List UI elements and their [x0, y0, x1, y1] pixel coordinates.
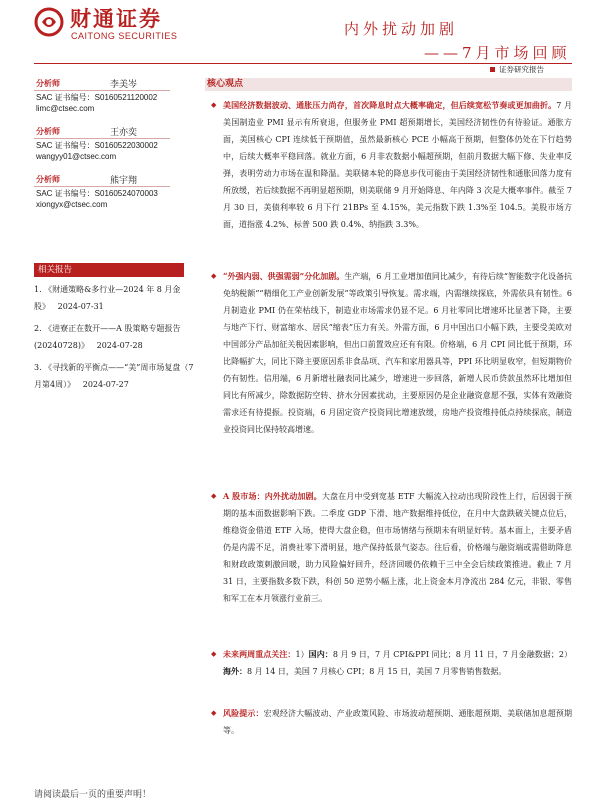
paragraph-lead: A 股市场：内外扰动加剧。 [223, 491, 322, 501]
related-report-title: 3. 《寻找新的平衡点——“美”周市场复盘（7月第4周）》 [34, 363, 194, 389]
core-paragraph-risk [223, 705, 572, 739]
analyst-email[interactable]: xiongyx@ctsec.com [36, 200, 108, 209]
paragraph-body: 宏观经济大幅波动、产业政策风险、市场波动超预期、通胀超预期、美联储加息超预期等。 [223, 709, 573, 735]
analyst-divider [34, 138, 170, 139]
analyst-cert: SAC 证书编号：S0160524070003 [36, 189, 158, 198]
analyst-label: 分析师 [36, 126, 60, 136]
square-bullet-icon [490, 67, 495, 72]
paragraph-lead: 风险提示： [223, 708, 264, 718]
paragraph-body: 7 月美国制造业 PMI 显示有所衰退，但服务业 PMI 超预期增长，美国经济韧性仍有待验证。通胀方面，美国核心 CPI 连续低于预期值，虽然最新核心 PCE 小幅高于预期，但整体仍处在下行趋势中，后续大概率平稳回落。就业方面，6 月非农数据小幅超预期，但前月数据大幅下修、失业率反弹，表明劳动力市场在温和降温。美联储本轮的降息步伐可能由于美国经济韧性和通胀回落力度有所放缓，若后续数据不再明显超预期，则美联储 9 月开始降息、年内降 3 次是大概率事件。截至 7 月 30 日，美债利率较 6 月下行 21BPs 至 4.15%，美元指数下跌 1.3%至 104.5。美股市场方面，道指涨 4.2%、标普 500 跌 0.4%、纳指跌 3.3%。 [223, 101, 572, 229]
related-report-title: 2. 《进寮正在数开——A 股策略专题报告(20240728)》 [34, 324, 181, 350]
core-views-heading: 核心观点 [205, 78, 572, 91]
related-report-item[interactable] [34, 320, 194, 354]
report-type-tag: 证券研究报告 [499, 65, 544, 74]
caitong-logo-icon [34, 7, 64, 37]
related-report-date: 2024-07-27 [82, 380, 129, 389]
analyst-email[interactable]: wangyy01@ctsec.com [36, 152, 117, 161]
core-paragraph-a-share [223, 488, 572, 607]
analyst-name: 王亦奕 [110, 128, 138, 138]
analyst-label: 分析师 [36, 78, 60, 88]
related-report-date: 2024-07-31 [57, 302, 104, 311]
diamond-bullet-icon: ◆ [211, 492, 217, 500]
diamond-bullet-icon: ◆ [211, 272, 217, 280]
related-report-date: 2024-07-28 [96, 341, 143, 350]
analyst-email[interactable]: limc@ctsec.com [36, 104, 95, 113]
paragraph-body: 生产端，6 月工业增加值同比减少，有待后续“智能数字化设备抗免纳税额”“精细化工产业创新发展”等政策引导恢复。需求端，内需继续探底，外需依具有韧性。6 月制造业 PMI 仍在荣枯线下，制造业市场需求仍显不足。6 月社零同比增速环比显著下降，主要与地产下行、财富缩水、居民“缩表”压力有关。外需方面，6 月中国出口小幅下跌，主要受美欧对中国部分产品加征关税因素影响，但出口前置效应还有有限。价格端，6 月 CPI 同比低于预期，环比降幅扩大，同比下降主要原因系非食品项、汽车和家用器具等，PPI 环比明显收窄，但短期物价仍有韧性。信用端，6 月新增社融表同比减少，增速进一步回落，新增人民币贷款虽然环比增加但同比有所减少，除数据防空转、挤水分因素扰动，主要原因仍是企业融资意愿不强，实体有效融资需求还有待提振。投资端，6 月固定资产投资同比增速放缓，房地产投资维持低点持续探底，制造业投资同比保持较高增速。 [223, 272, 572, 434]
diamond-bullet-icon: ◆ [211, 650, 217, 658]
paragraph-lead: 美国经济数据波动、通胀压力尚存，首次降息时点大概率确定，但后续宽松节奏或更加曲折。 [223, 100, 557, 110]
paragraph-body: 8 月 14 日，美国 7 月核心 CPI；8 月 15 日，美国 7 月零售销售数据。 [247, 667, 507, 676]
analyst-cert: SAC 证书编号：S0160522030002 [36, 141, 158, 150]
related-report-item[interactable] [34, 281, 194, 315]
paragraph-bold: 海外： [223, 666, 247, 676]
paragraph-body: 1） [295, 650, 309, 659]
analyst-divider [34, 90, 170, 91]
paragraph-body: 8 月 9 日，7 月 CPI&PPI 同比；8 月 11 日，7 月金融数据； [332, 650, 559, 659]
paragraph-bold: 国内： [308, 649, 333, 659]
paragraph-body: 2） [558, 650, 573, 659]
header-divider [34, 63, 572, 64]
analyst-cert: SAC 证书编号：S0160521120002 [36, 93, 158, 102]
analyst-name: 熊宇翔 [110, 176, 138, 186]
analyst-divider [34, 186, 170, 187]
diamond-bullet-icon: ◆ [211, 709, 217, 717]
report-title: 内外扰动加剧 [344, 20, 459, 38]
core-paragraph-domestic [223, 268, 572, 438]
paragraph-body: 大盘在月中受到宽基 ETF 大幅流入拉动出现阶段性上行，后因弱于预期的基本面数据影响下跌。二季度 GDP 下滑、地产数据维持低位，在月中大盘跌破关键点位后，维稳资金借道 ETF 入场，使得大盘企稳，但市场情绪与预期未有明显好转。基本面上，主要矛盾仍是内需不足，消费社零下滑明显，地产保持低景气姿态。往后看，价格端与融资端或需借助降息和财政政策刺激回暖，助力风险偏好回升，经济回暖仍依赖于三中全会后续政策推进。截止 7 月 31 日，主要指数多数下跌，科创 50 逆势小幅上涨，北上资金本月净流出 284 亿元，非银、零售和军工在本月领涨行业前三。 [223, 492, 572, 603]
analyst-label: 分析师 [36, 174, 60, 184]
company-logo-text: 财通证券 [70, 7, 162, 31]
diamond-bullet-icon: ◆ [211, 101, 217, 109]
report-subtitle: ——7月市场回顾 [424, 44, 571, 62]
related-reports-heading: 相关报告 [34, 263, 184, 277]
core-paragraph-us-economy [223, 97, 572, 233]
paragraph-lead: 未来两周重点关注： [223, 649, 296, 659]
company-logo-english: CAITONG SECURITIES [71, 31, 178, 41]
paragraph-lead: “外强内弱、供强需弱”分化加剧。 [223, 271, 345, 281]
analyst-name: 李美岑 [110, 80, 138, 90]
disclaimer-footer: 请阅读最后一页的重要声明！ [34, 790, 152, 800]
related-report-item[interactable] [34, 359, 194, 393]
core-paragraph-watchlist [223, 646, 572, 680]
related-report-title: 1. 《财通策略&多行业—2024 年 8 月金股》 [34, 285, 181, 311]
